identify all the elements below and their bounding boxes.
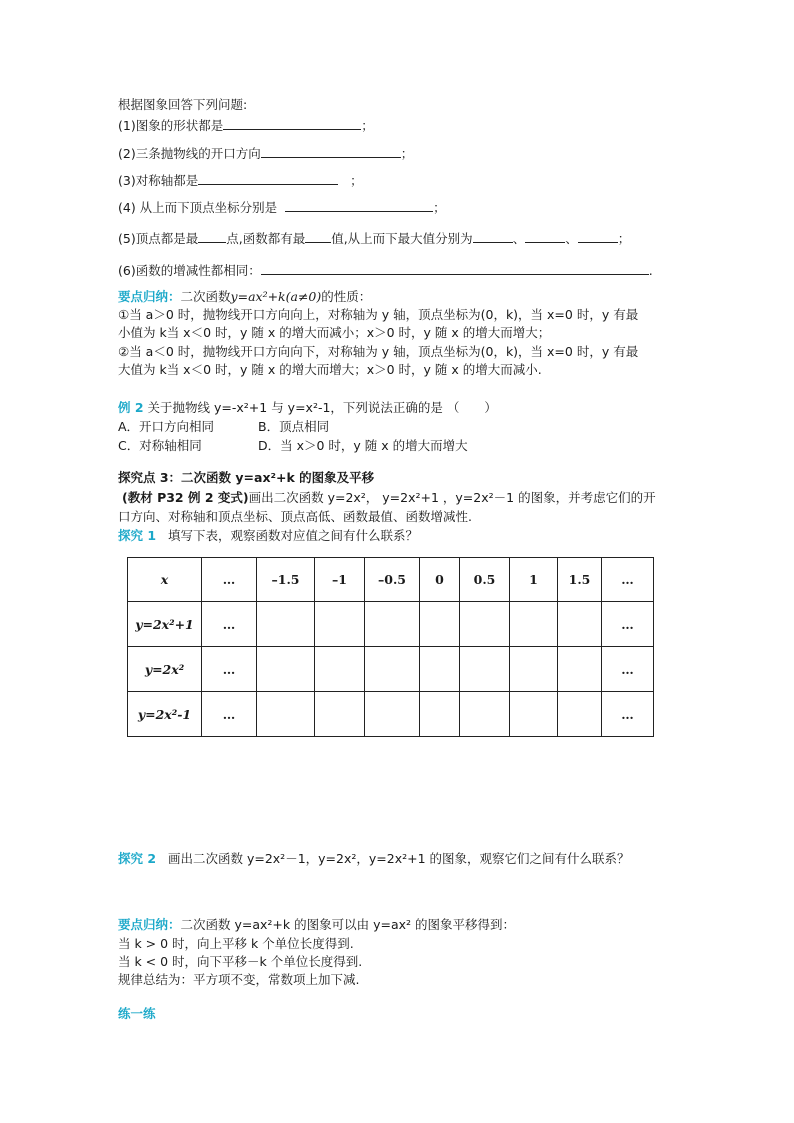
summary-1-formula: y=ax²+k(a≠0) [230, 289, 322, 304]
answer-blank-5d[interactable] [525, 229, 565, 243]
ellipsis-cell: … [602, 692, 654, 737]
answer-blank-5a[interactable] [198, 229, 226, 243]
question-3-end: ； [350, 173, 363, 188]
question-4 [118, 198, 446, 216]
option-c[interactable]: C．对称轴相同 [118, 438, 202, 453]
summary-1-heading-line [118, 288, 371, 305]
ellipsis-cell: … [202, 602, 257, 647]
summary-1-p2-line2: 大值为 k当 x＜0 时，y 随 x 的增大而增大；x＞0 时，y 随 x 的增大而减小. [118, 362, 542, 377]
question-2 [118, 144, 413, 162]
row-label: y=2x² [128, 647, 202, 692]
table-header-cell: … [202, 558, 257, 602]
table-header-cell: 1 [510, 558, 558, 602]
value-cell[interactable] [365, 602, 420, 647]
table-header-cell: –1 [315, 558, 365, 602]
explore-3-text-1: 画出二次函数 y=2x²， y=2x²+1 ，y=2x²－1 的图象，并考虑它们的开 [248, 490, 656, 505]
value-cell[interactable] [558, 602, 602, 647]
option-a[interactable]: A．开口方向相同 [118, 419, 215, 434]
explore-3-reference: (教材 P32 例 2 变式) [122, 490, 249, 505]
practice-heading: 练一练 [118, 1006, 156, 1021]
probe-2-label: 探究 2 [118, 851, 157, 866]
probe-2-text: 画出二次函数 y=2x²－1，y=2x²，y=2x²+1 的图象，观察它们之间有什么联系？ [167, 851, 630, 866]
table-header-cell: 0 [420, 558, 460, 602]
table-header-cell: 0.5 [460, 558, 510, 602]
answer-blank-5c[interactable] [473, 229, 513, 243]
question-4-end: ； [433, 200, 446, 215]
value-cell[interactable] [315, 692, 365, 737]
explore-3-line2: 口方向、对称轴和顶点坐标、顶点高低、函数最值、函数增减性. [118, 509, 472, 524]
question-5-end: ； [617, 231, 631, 246]
question-3-label: (3)对称轴都是 [118, 173, 199, 188]
example-2-label: 例 2 [118, 400, 144, 415]
question-1-label: (1)图象的形状都是 [118, 118, 224, 133]
answer-blank-5e[interactable] [578, 229, 618, 243]
table-header-cell: … [602, 558, 654, 602]
answer-blank-3[interactable] [198, 171, 338, 185]
summary-2-line4: 规律总结为：平方项不变，常数项上加下减. [118, 972, 360, 987]
example-2-question [118, 399, 497, 416]
question-5-part-c: 值,从上而下最大值分别为 [331, 231, 473, 246]
value-cell[interactable] [460, 647, 510, 692]
value-table [127, 557, 654, 737]
value-cell[interactable] [257, 692, 315, 737]
value-cell[interactable] [365, 692, 420, 737]
table-header-cell: –1.5 [257, 558, 315, 602]
value-cell[interactable] [365, 647, 420, 692]
summary-1-intro-a: 二次函数 [180, 289, 231, 304]
value-cell[interactable] [257, 602, 315, 647]
answer-blank-5b[interactable] [305, 229, 331, 243]
explore-3-title: 探究点 3：二次函数 y=ax²+k 的图象及平移 [118, 470, 375, 485]
row-label: y=2x²+1 [128, 602, 202, 647]
table-row [128, 602, 654, 647]
probe-1-label: 探究 1 [118, 528, 157, 543]
question-5-sep2: 、 [565, 231, 578, 246]
table-row [128, 647, 654, 692]
question-3 [118, 171, 363, 189]
question-6 [118, 261, 653, 279]
ellipsis-cell: … [602, 602, 654, 647]
ellipsis-cell: … [602, 647, 654, 692]
summary-1-p2-line1: ②当 a＜0 时，抛物线开口方向向下，对称轴为 y 轴，顶点坐标为(0，k)，当 x=0 时，y 有最 [118, 344, 639, 359]
question-2-label: (2)三条抛物线的开口方向 [118, 146, 261, 161]
probe-1-text: 填写下表，观察函数对应值之间有什么联系？ [167, 528, 418, 543]
probe-1 [118, 527, 418, 544]
summary-1-p1-line1: ①当 a＞0 时，抛物线开口方向向上，对称轴为 y 轴，顶点坐标为(0，k)，当 x=0 时，y 有最 [118, 307, 639, 322]
row-label: y=2x²-1 [128, 692, 202, 737]
summary-2-line2: 当 k > 0 时，向上平移 k 个单位长度得到. [118, 936, 354, 951]
value-cell[interactable] [510, 647, 558, 692]
summary-1-p1-line2: 小值为 k当 x＜0 时，y 随 x 的增大而减小；x＞0 时，y 随 x 的增大而增大； [118, 325, 551, 340]
question-5 [118, 229, 630, 247]
summary-2-line1-wrap [118, 916, 515, 933]
summary-2-heading: 要点归纳： [118, 917, 181, 932]
example-2-options-row-2 [118, 437, 468, 454]
value-cell[interactable] [315, 647, 365, 692]
value-cell[interactable] [510, 692, 558, 737]
summary-2-line3: 当 k < 0 时，向下平移－k 个单位长度得到. [118, 954, 363, 969]
table-header-cell: x [128, 558, 202, 602]
value-cell[interactable] [315, 602, 365, 647]
question-1 [118, 116, 374, 134]
value-cell[interactable] [460, 602, 510, 647]
ellipsis-cell: … [202, 647, 257, 692]
answer-blank-1[interactable] [223, 116, 361, 130]
answer-blank-2[interactable] [261, 144, 401, 158]
summary-1-intro-b: 的性质： [321, 289, 372, 304]
answer-blank-6[interactable] [261, 261, 649, 275]
value-cell[interactable] [510, 602, 558, 647]
example-2-text: 关于抛物线 y=-x²+1 与 y=x²-1，下列说法正确的是 （ ） [147, 400, 497, 415]
option-d[interactable]: D．当 x＞0 时，y 随 x 的增大而增大 [258, 438, 468, 453]
value-cell[interactable] [420, 692, 460, 737]
question-4-label: (4) 从上而下顶点坐标分别是 [118, 200, 278, 215]
value-cell[interactable] [420, 647, 460, 692]
question-6-end: . [648, 263, 653, 278]
table-header-row [128, 558, 654, 602]
table-row [128, 692, 654, 737]
value-cell[interactable] [558, 647, 602, 692]
value-cell[interactable] [420, 602, 460, 647]
option-b[interactable]: B．顶点相同 [258, 419, 330, 434]
summary-2-line1: 二次函数 y=ax²+k 的图象可以由 y=ax² 的图象平移得到： [180, 917, 516, 932]
table-header-cell: –0.5 [365, 558, 420, 602]
question-2-end: ； [400, 146, 414, 161]
intro-text: 根据图象回答下列问题: [118, 97, 248, 112]
question-1-end: ； [361, 118, 374, 133]
ellipsis-cell: … [202, 692, 257, 737]
value-cell[interactable] [460, 692, 510, 737]
answer-blank-4[interactable] [285, 198, 433, 212]
question-5-sep1: 、 [512, 231, 526, 246]
question-5-part-b: 点,函数都有最 [226, 231, 306, 246]
value-cell[interactable] [257, 647, 315, 692]
explore-3-line1 [122, 489, 656, 506]
example-2-options-row-1 [118, 418, 329, 435]
value-cell[interactable] [558, 692, 602, 737]
question-5-part-a: (5)顶点都是最 [118, 231, 199, 246]
summary-1-heading: 要点归纳： [118, 289, 181, 304]
table-header-cell: 1.5 [558, 558, 602, 602]
question-6-label: (6)函数的增减性都相同： [118, 263, 261, 278]
probe-2 [118, 850, 630, 867]
